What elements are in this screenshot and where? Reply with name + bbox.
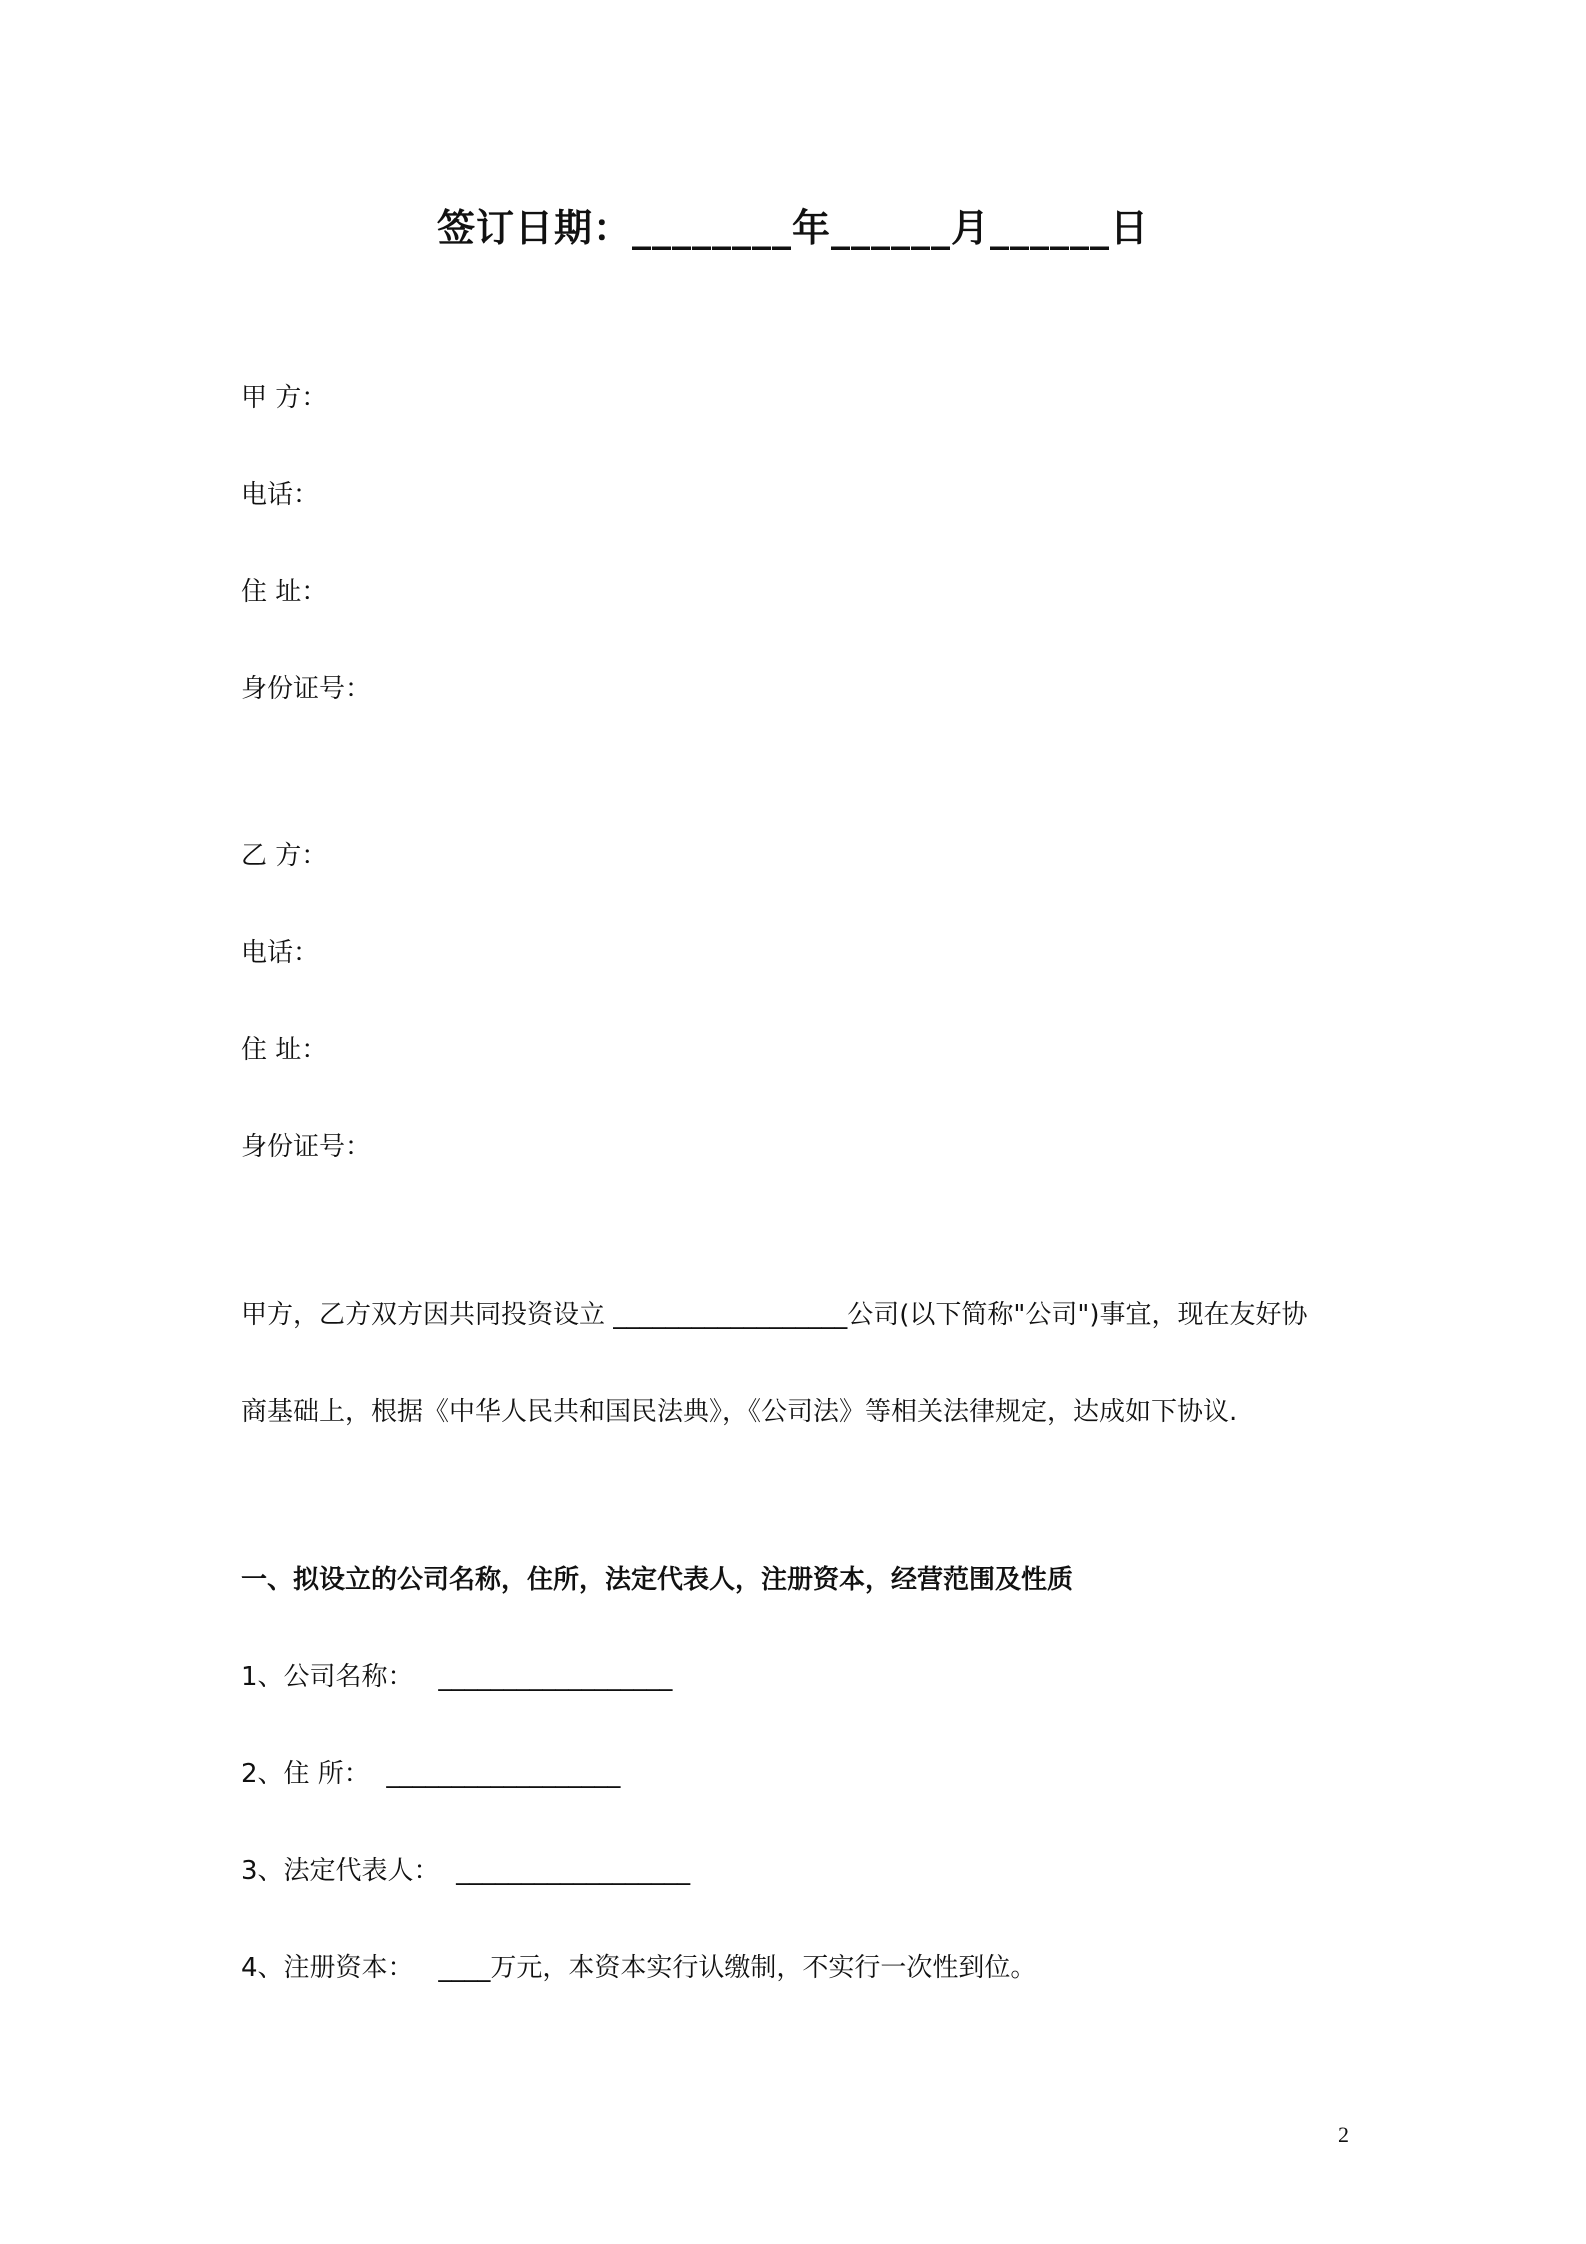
party-b-id-label: 身份证号： <box>241 1132 372 1162</box>
party-b-phone-label: 电话： <box>241 938 320 968</box>
party-b-address-label: 住 址： <box>241 1035 328 1065</box>
party-a-address-label: 住 址： <box>241 577 328 607</box>
party-b-name-label: 乙 方： <box>241 841 328 871</box>
party-a-name-label: 甲 方： <box>241 383 328 413</box>
section-1-heading: 一、拟设立的公司名称，住所，法定代表人，注册资本，经营范围及性质 <box>241 1565 1074 1595</box>
section-1-item-address: 2、住 所： __________________ <box>241 1759 621 1789</box>
party-a-id-label: 身份证号： <box>241 674 372 704</box>
intro-line-1: 甲方，乙方双方因共同投资设立 __________________公司(以下简称"公司")事宜，现在友好协 <box>241 1300 1308 1330</box>
section-1-item-company-name: 1、公司名称： __________________ <box>241 1662 673 1692</box>
signing-date-title: 签订日期：________年______月______日 <box>436 206 1149 250</box>
intro-line-2: 商基础上，根据《中华人民共和国民法典》，《公司法》等相关法律规定，达成如下协议. <box>241 1397 1238 1427</box>
page-number: 2 <box>1338 2122 1349 2147</box>
party-a-phone-label: 电话： <box>241 480 320 510</box>
section-1-item-capital: 4、注册资本： ____万元，本资本实行认缴制，不实行一次性到位。 <box>241 1953 1037 1983</box>
section-1-item-legal-rep: 3、法定代表人： __________________ <box>241 1856 691 1886</box>
